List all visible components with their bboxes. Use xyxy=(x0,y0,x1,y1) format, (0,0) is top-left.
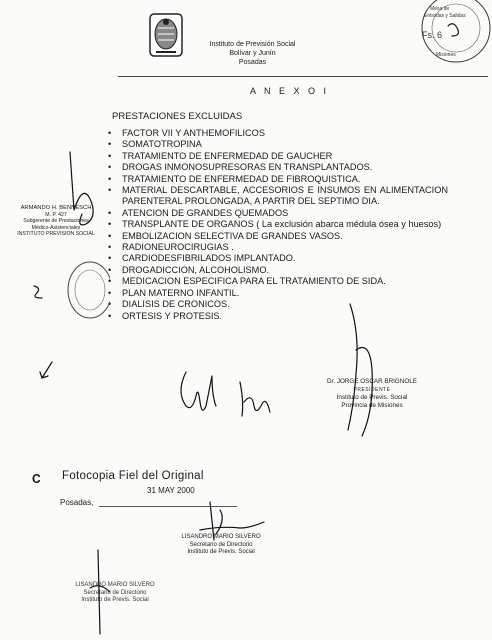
institution-crest-logo xyxy=(146,10,186,60)
stamp-text: Entradas y Salidas xyxy=(424,13,466,19)
list-item: • MATERIAL DESCARTABLE, ACCESORIOS E INSUMOS EN ALIMENTACION PARENTERAL PROLONGADA, A PARTIR DEL SEPTIMO DIA. xyxy=(108,185,448,208)
list-item: • TRATAMIENTO DE ENFERMEDAD DE GAUCHER xyxy=(108,151,448,162)
list-item: • TRANSPLANTE DE ORGANOS ( La exclusión abarca médula ósea y huesos) xyxy=(108,219,448,230)
signer-title: INSTITUTO PREVISION SOCIAL xyxy=(17,231,95,237)
stamp-folio: Fs. 6 xyxy=(422,30,443,40)
list-item: • MEDICACION ESPECIFICA PARA EL TRATAMIENTO DE SIDA. xyxy=(108,276,448,287)
signer-title: Secretario de Directorio xyxy=(83,589,147,596)
stamp-text: Mesa de xyxy=(430,6,450,12)
signer-title: Médico-Asistenciales xyxy=(31,224,81,231)
list-item: • CARDIODESFIBRILADOS IMPLANTADO. xyxy=(108,253,448,264)
signer-name: LISANDRO MARIO SILVERO xyxy=(181,534,261,540)
certification-place: Posadas, xyxy=(60,498,94,507)
list-item: • SOMATOTROPINA xyxy=(108,139,448,150)
signer-institution: Instituto de Previs. Social xyxy=(187,549,255,555)
header-line: Instituto de Previsión Social xyxy=(209,41,296,48)
central-handwritten-signatures xyxy=(170,362,300,432)
annex-title: A N E X O I xyxy=(250,86,330,96)
header-divider xyxy=(118,76,488,77)
signer-institution: Instituto de Previs. Social xyxy=(81,597,149,603)
certification-date: 31 MAY 2000 xyxy=(147,486,195,495)
secretary-signature-block xyxy=(166,534,276,557)
list-item: • ORTESIS Y PROTESIS. xyxy=(108,311,448,322)
list-item: • PLAN MATERNO INFANTIL. xyxy=(108,288,448,299)
list-item: • DIALISIS DE CRONICOS. xyxy=(108,299,448,310)
header-line: Bolívar y Junín xyxy=(229,50,276,57)
header-line: Posadas xyxy=(238,59,267,66)
signer-province: Provincia de Misiones xyxy=(341,402,403,409)
signer-name: LISANDRO MARIO SILVERO xyxy=(75,582,155,588)
signer-title: PRESIDENTE xyxy=(353,387,391,393)
list-item: • DROGADICCION, ALCOHOLISMO. xyxy=(108,265,448,276)
signer-institution: Instituto de Previs. Social xyxy=(336,394,408,401)
annex-subtitle: PRESTACIONES EXCLUIDAS xyxy=(112,111,243,122)
signer-name: ARMANDO H. BENNESCH xyxy=(20,205,92,211)
list-item: • EMBOLIZACION SELECTIVA DE GRANDES VASOS. xyxy=(108,231,448,242)
secretary-signature-block xyxy=(60,582,170,605)
certified-copy-stamp: Fotocopia Fiel del Original xyxy=(62,470,204,482)
stamp-text: Misiones xyxy=(436,52,456,58)
left-oval-stamp xyxy=(60,260,110,320)
excluded-services-list xyxy=(108,128,448,322)
signer-title: Subgerente de Prestaciones xyxy=(23,218,89,224)
signer-registration: M. P. 427 xyxy=(45,211,67,218)
list-item: • DROGAS INMONOSUPRESORAS EN TRANSPLANTADOS. xyxy=(108,162,448,173)
right-signature-block xyxy=(320,378,424,410)
margin-arrow-mark xyxy=(36,360,56,382)
right-handwritten-signature xyxy=(330,300,390,440)
entry-stamp xyxy=(412,0,492,70)
signer-name: Dr. JORGE OSCAR BRIGNOLE xyxy=(327,378,417,385)
left-signature-block xyxy=(4,205,108,238)
margin-c-mark: 𝐂 xyxy=(32,472,41,486)
margin-mark xyxy=(30,282,50,300)
institution-header xyxy=(190,40,315,67)
list-item: • ATENCION DE GRANDES QUEMADOS xyxy=(108,208,448,219)
list-item: • TRATAMIENTO DE ENFERMEDAD DE FIBROQUISTICA. xyxy=(108,174,448,185)
list-item: • RADIONEUROCIRUGIAS . xyxy=(108,242,448,253)
list-item: • FACTOR VII Y ANTHEMOFILICOS xyxy=(108,128,448,139)
signer-title: Secretario de Directorio xyxy=(189,541,253,548)
